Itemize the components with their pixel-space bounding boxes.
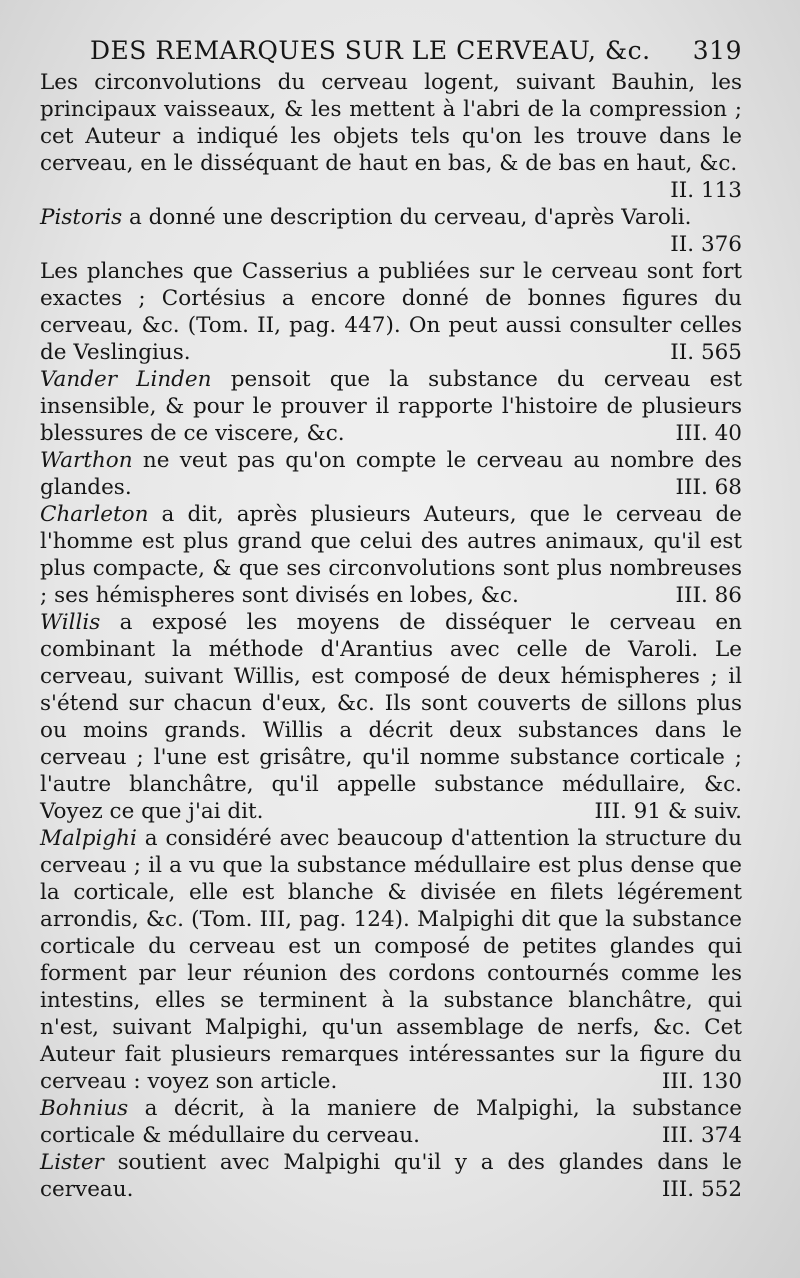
author-name: Willis [40, 610, 101, 635]
entry [40, 1095, 742, 1149]
entry-text: soutient avec Malpighi qu'il y a des glandes dans le cerveau. [40, 1150, 742, 1202]
entry-reference: II. 376 [670, 232, 742, 257]
author-name: Charleton [40, 502, 149, 527]
entry-reference: III. 374 [661, 1123, 742, 1148]
author-name: Warthon [40, 448, 133, 473]
entry-reference: III. 86 [675, 583, 742, 608]
entry-text: a exposé les moyens de disséquer le cerveau en combinant la méthode d'Arantius avec celle de Varoli. Le cerveau, suivant Willis, est composé de deux hémispheres ; il s'étend sur chacun d'eux, &c. Ils sont couverts de sillons plus ou moins grands. Willis a décrit deux substances dans le cerveau ; l'une est grisâtre, qu'il nomme substance corticale ; l'autre blanchâtre, qu'il appelle substance médullaire, &c. Voyez ce que j'ai dit. [40, 610, 742, 824]
entry-reference: III. 91 & suiv. [594, 799, 742, 824]
entry [40, 258, 742, 366]
entry-reference: II. 113 [670, 178, 742, 203]
author-name: Lister [40, 1150, 104, 1175]
entry [40, 69, 742, 204]
author-name: Bohnius [40, 1096, 129, 1121]
page-number: 319 [692, 36, 742, 65]
entry-reference: III. 552 [661, 1177, 742, 1202]
entry-text: Les planches que Casserius a publiées sur le cerveau sont fort exactes ; Cortésius a encore donné de bonnes figures du cerveau, &c. (Tom. II, pag. 447). On peut aussi consulter celles de Veslingius. [40, 259, 742, 365]
running-title: DES REMARQUES SUR LE CERVEAU, &c. [90, 36, 651, 65]
entry-reference: III. 130 [661, 1069, 742, 1094]
entry-text: a donné une description du cerveau, d'après Varoli. [122, 205, 692, 230]
entry [40, 609, 742, 825]
entry-reference: II. 565 [670, 340, 742, 365]
entry [40, 825, 742, 1095]
entry [40, 204, 742, 258]
entry [40, 447, 742, 501]
entry-text: a décrit, à la maniere de Malpighi, la substance corticale & médullaire du cerveau. [40, 1096, 742, 1148]
running-head [40, 36, 742, 65]
author-name: Malpighi [40, 826, 137, 851]
entry-text: pensoit que la substance du cerveau est insensible, & pour le prouver il rapporte l'histoire de plusieurs blessures de ce viscere, &c. [40, 367, 743, 446]
entry [40, 1149, 742, 1203]
author-name: Pistoris [40, 205, 123, 230]
entry-text: ne veut pas qu'on compte le cerveau au nombre des glandes. [40, 448, 742, 500]
entry-reference: III. 68 [675, 475, 742, 500]
entry [40, 366, 742, 447]
entry-text: a dit, après plusieurs Auteurs, que le cerveau de l'homme est plus grand que celui des autres animaux, qu'il est plus compacte, & que ses circonvolutions sont plus nombreuses ; ses hémispheres sont divisés en lobes, &c. [40, 502, 742, 608]
entry-text: Les circonvolutions du cerveau logent, suivant Bauhin, les principaux vaisseaux, & les mettent à l'abri de la compression ; cet Auteur a indiqué les objets tels qu'on les trouve dans le cerveau, en le disséquant de haut en bas, & de bas en haut, &c. [40, 70, 742, 176]
entry-text: a considéré avec beaucoup d'attention la structure du cerveau ; il a vu que la substance médullaire est plus dense que la corticale, elle est blanche & divisée en filets légérement arrondis, &c. (Tom. III, pag. 124). Malpighi dit que la substance corticale du cerveau est un composé de petites glandes qui forment par leur réunion des cordons contournés comme les intestins, elles se terminent à la substance blanchâtre, qui n'est, suivant Malpighi, qu'un assemblage de nerfs, &c. Cet Auteur fait plusieurs remarques intéressantes sur la figure du cerveau : voyez son article. [40, 826, 742, 1094]
entry-reference: III. 40 [675, 421, 742, 446]
author-name: Vander Linden [40, 367, 212, 392]
entry [40, 501, 742, 609]
